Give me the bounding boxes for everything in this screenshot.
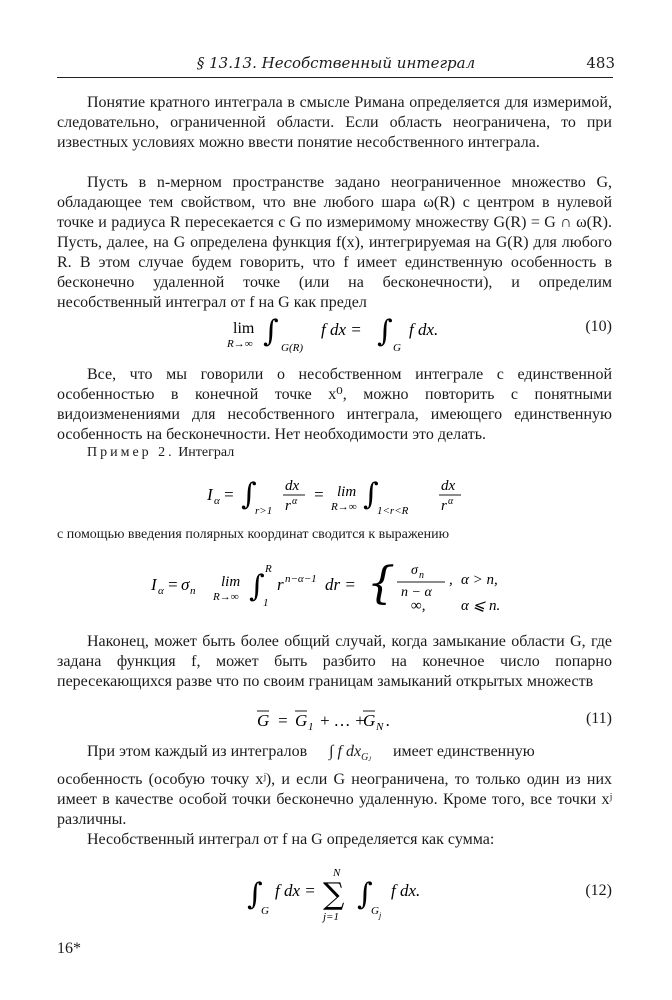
- svg-text:=: =: [313, 485, 325, 504]
- svg-text:α: α: [214, 495, 220, 507]
- svg-text:∫: ∫: [249, 569, 265, 604]
- example-equation-1-render: [57, 472, 612, 518]
- svg-text:n−α−1: n−α−1: [285, 573, 317, 585]
- svg-text:∫: ∫: [363, 477, 379, 512]
- paragraph-1: Понятие кратного интеграла в смысле Римана определяется для измеримой, следовательно, ограниченной области. Если область неограничена, то при известных условиях можно ввести понятие несобственного интеграла.: [57, 94, 612, 151]
- svg-text:dx: dx: [441, 478, 456, 494]
- equation-12: [57, 862, 612, 931]
- svg-text:I: I: [207, 485, 213, 504]
- svg-text:=: =: [277, 711, 289, 730]
- svg-text:.: .: [386, 711, 391, 730]
- svg-text:α > n,: α > n,: [461, 572, 498, 588]
- svg-text:G: G: [257, 711, 270, 730]
- equation-12-number: (12): [585, 882, 612, 899]
- example-equation-2-render: [57, 556, 612, 616]
- svg-text:1<r<R: 1<r<R: [377, 505, 409, 517]
- svg-text:σ: σ: [181, 575, 190, 594]
- svg-text:N: N: [333, 867, 341, 879]
- svg-text:dr =: dr =: [325, 575, 356, 594]
- running-header-title: § 13.13. Несобственный интеграл: [196, 54, 476, 72]
- svg-text:lim: lim: [233, 320, 255, 337]
- paragraph-6: Несобственный интеграл от f на G определяется как сумма:: [87, 831, 495, 848]
- svg-text:n: n: [190, 585, 196, 597]
- equation-10-number: (10): [585, 318, 612, 335]
- svg-text:G: G: [295, 711, 308, 730]
- svg-text:lim: lim: [337, 484, 357, 500]
- svg-text:j=1: j=1: [323, 911, 339, 923]
- svg-text:r: r: [285, 498, 291, 514]
- svg-text:G(R): G(R): [281, 342, 303, 353]
- header-rule: [57, 77, 613, 78]
- svg-text:∫: ∫: [247, 877, 263, 912]
- svg-text:R: R: [265, 563, 272, 575]
- paragraph-polar: с помощью введения полярных координат сводится к выражению: [57, 527, 450, 542]
- svg-text:r: r: [277, 575, 284, 594]
- svg-text:f dx =: f dx =: [275, 881, 316, 900]
- svg-text:G: G: [371, 905, 379, 917]
- paragraph-5: особенность (особую точку xʲ), и если G неограничена, то только один из них имеет в качестве особой точки бесконечно удаленную. Кроме того, все точки xʲ различны.: [57, 771, 612, 828]
- svg-text:α ⩽ n.: α ⩽ n.: [461, 598, 501, 614]
- svg-text:f dx.: f dx.: [391, 881, 421, 900]
- svg-text:α: α: [158, 585, 164, 597]
- inline-integral: ∫ f $dx_{Gⱼ}$: [329, 743, 371, 764]
- svg-text:∫: ∫: [263, 314, 279, 349]
- equation-10: [57, 313, 612, 358]
- equation-11-number: (11): [585, 710, 612, 727]
- svg-text:=: =: [223, 485, 235, 504]
- svg-text:1: 1: [263, 597, 269, 609]
- equation-10-render: [57, 313, 612, 353]
- paragraph-2: Пусть в n-мерном пространстве задано неограниченное множество G, обладающее тем свойством, что вне любого шара ω(R) с центром в нулевой точке и радиуса R пересекается с G по измеримому множеству G(R) = G ∩ ω(R). Пусть, далее, на G определена функция f(x), интегрируемая на G(R) для любого R. В этом случае будем говорить, что f имеет единственную особенность в бесконечно удаленной точке (или на бесконечности), и определим несобственный интеграл от f на G как предел: [57, 174, 612, 311]
- svg-text:f dx.: f dx.: [409, 320, 439, 339]
- svg-text:dx: dx: [285, 478, 300, 494]
- svg-text:j: j: [379, 911, 382, 920]
- paragraph-5-first-line: При этом каждый из интегралов ∫ f $dx_{Gⱼ}$ имеет единственную: [87, 743, 535, 764]
- svg-text:α: α: [448, 496, 454, 507]
- svg-text:R→∞: R→∞: [213, 591, 239, 603]
- svg-text:G: G: [393, 342, 401, 353]
- page-number: 483: [586, 54, 615, 72]
- equation-11: [57, 706, 612, 739]
- svg-text:σ: σ: [411, 563, 418, 578]
- svg-text:∑: ∑: [323, 877, 345, 912]
- svg-text:f dx =: f dx =: [321, 320, 362, 339]
- svg-text:∞,: ∞,: [411, 598, 426, 614]
- svg-text:r>1: r>1: [255, 505, 273, 517]
- example-equation-1: [57, 472, 612, 523]
- svg-text:,: ,: [449, 572, 453, 588]
- example-equation-2: [57, 556, 612, 621]
- svg-text:r: r: [441, 498, 447, 514]
- paragraph-4: Наконец, может быть более общий случай, когда замыкание области G, где задана функция f, может быть разбито на конечное число попарно пересекающихся разве что по своим границам замыканий открытых множеств: [57, 633, 612, 690]
- svg-text:R→∞: R→∞: [227, 338, 253, 350]
- svg-text:n: n: [419, 570, 424, 581]
- equation-11-render: [57, 706, 612, 734]
- svg-text:=: =: [167, 575, 179, 594]
- svg-text:G: G: [363, 711, 376, 730]
- svg-text:∫: ∫: [241, 477, 257, 512]
- svg-text:+ … +: + … +: [319, 711, 366, 730]
- svg-text:∫: ∫: [377, 314, 393, 349]
- equation-12-render: [57, 862, 612, 926]
- svg-text:lim: lim: [221, 574, 241, 590]
- svg-text:N: N: [376, 721, 384, 733]
- svg-text:R→∞: R→∞: [331, 501, 357, 513]
- svg-text:{: {: [367, 558, 395, 609]
- svg-text:∫: ∫: [357, 877, 373, 912]
- svg-text:I: I: [151, 575, 157, 594]
- svg-text:α: α: [292, 496, 298, 507]
- svg-text:1: 1: [308, 721, 314, 733]
- svg-text:n − α: n − α: [401, 585, 432, 600]
- paragraph-3: Все, что мы говорили о несобственном интеграле с единственной особенностью в конечной точке x⁰, можно повторить с понятными видоизменениями для несобственного интеграла, имеющего единственную особенность на бесконечности. Нет необходимости это делать.: [57, 366, 612, 443]
- svg-text:G: G: [261, 905, 269, 917]
- signature-mark: 16*: [57, 940, 81, 957]
- example-2: Пример 2. Интеграл: [87, 445, 235, 460]
